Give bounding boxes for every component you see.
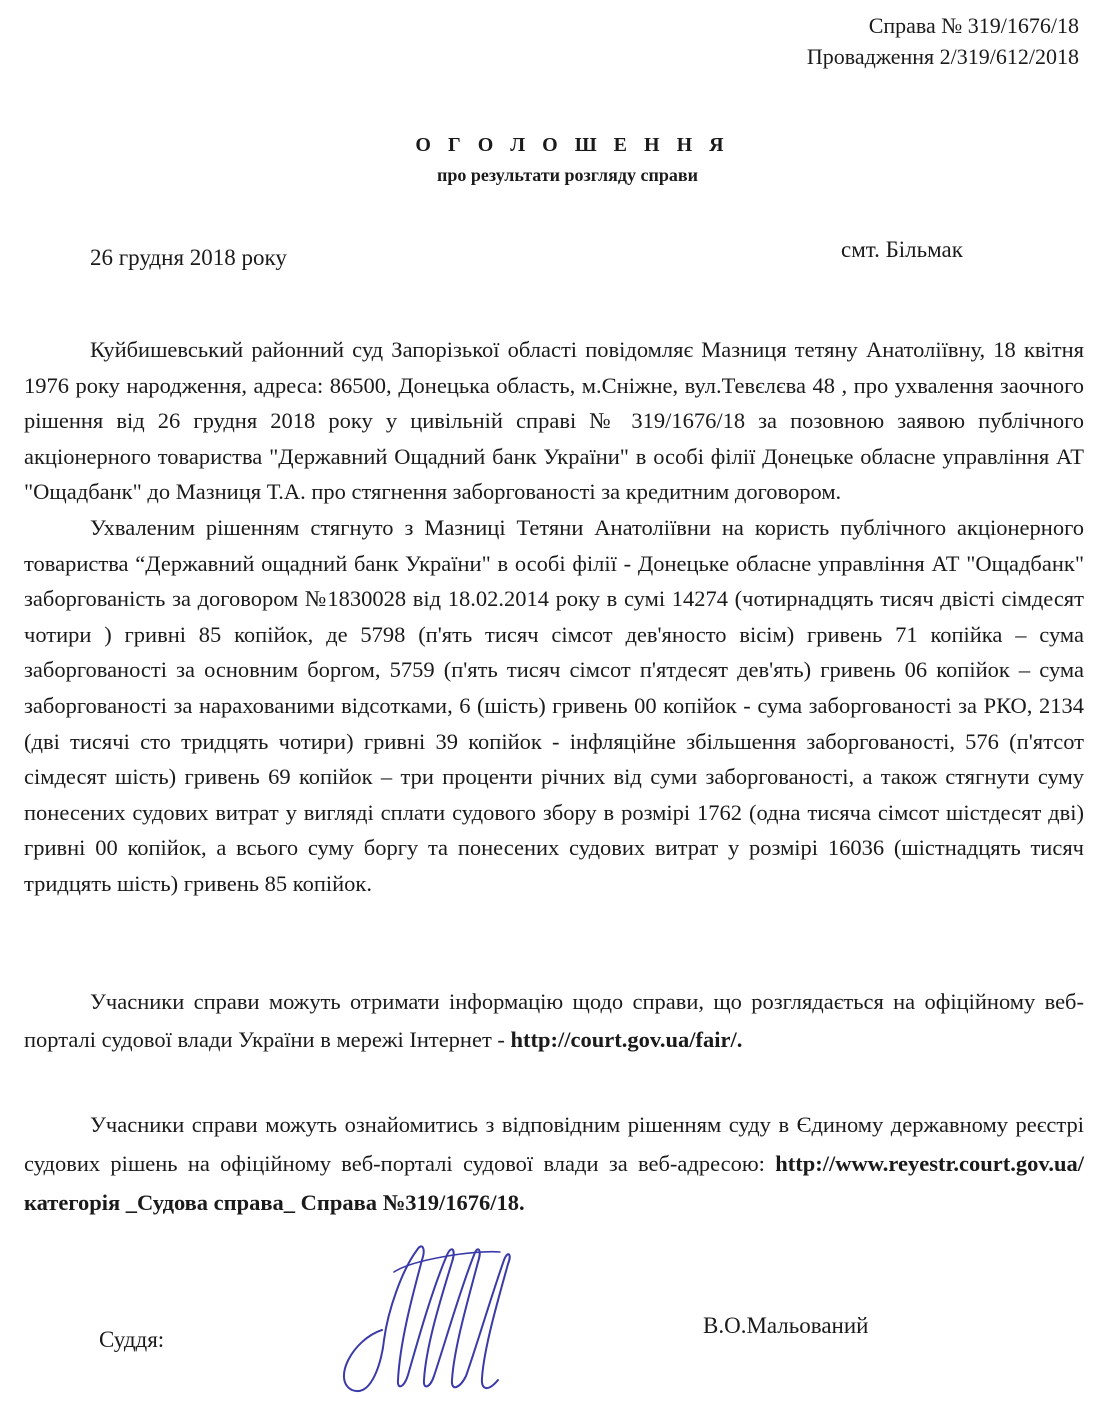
- paragraph-info: [24, 983, 1084, 1059]
- info-paragraph: [24, 983, 1084, 1059]
- title-subtitle: про результати розгляду справи: [437, 165, 698, 185]
- judge-name: В.О.Мальований: [703, 1313, 869, 1338]
- registry-paragraph: [24, 1105, 1084, 1222]
- paragraph-registry: [24, 1105, 1084, 1222]
- registry-link[interactable]: http://www.reyestr.court.gov.ua/ категорія _Судова справа_ Справа №319/1676/18.: [24, 1151, 1084, 1215]
- proceeding-number: Провадження 2/319/612/2018: [806, 44, 1079, 69]
- court-fair-link[interactable]: http://court.gov.ua/fair/.: [510, 1027, 743, 1052]
- document-date: 26 грудня 2018 року: [90, 245, 287, 270]
- paragraph-notice: Куйбишевський районний суд Запорізької області повідомляє Мазниця тетяну Анатоліївну, 18 квітня 1976 року народження, адреса: 86500, Донецька область, м.Сніжне, вул.Тевєлєва 48 , про ухвалення заочного рішення від 26 грудня 2018 року у цивільній справі № 319/1676/18 за позовною заявою публічного акціонерного товариства "Державний Ощадний банк України" в особі філії Донецьке обласне управління АТ "Ощадбанк" до Мазниця Т.А. про стягнення заборгованості за кредитним договором.: [24, 337, 1084, 505]
- title-main: О Г О Л О Ш Е Н Н Я: [415, 134, 730, 156]
- case-reference: [807, 10, 1079, 72]
- document-place: смт. Більмак: [841, 237, 963, 262]
- main-body: [24, 332, 1084, 902]
- paragraph-decision: Ухваленим рішенням стягнуто з Мазниці Тетяни Анатоліївни на користь публічного акціонерного товариства “Державний ощадний банк України" в особі філії - Донецьке обласне управління АТ "Ощадбанк" заборгованість за договором №1830028 від 18.02.2014 року в сумі 14274 (чотирнадцять тисяч двісті сімдесят чотири ) гривні 85 копійок, де 5798 (п'ять тисяч сімсот дев'яносто вісім) гривень 71 копійка – сума заборгованості за основним боргом, 5759 (п'ять тисяч сімсот п'ятдесят дев'ять) гривень 06 копійок – сума заборгованості за нарахованими відсотками, 6 (шість) гривень 00 копійок - сума заборгованості за РКО, 2134 (дві тисячі сто тридцять чотири) гривні 39 копійок - інфляційне збільшення заборгованості, 576 (п'ятсот сімдесят шість) гривень 69 копійок – три проценти річних від суми заборгованості, а також стягнути суму понесених судових витрат у вигляді сплати судового збору в розмірі 1762 (одна тисяча сімсот шістдесят дві) гривні 00 копійок, а всього суму боргу та понесених судових витрат у розмірі 16036 (шістнадцять тисяч тридцять шість) гривень 85 копійок.: [24, 514, 1084, 896]
- judge-label: Суддя:: [99, 1327, 165, 1352]
- paragraph-info-text: Учасники справи можуть отримати інформацію щодо справи, що розглядається на офіційному веб-порталі судової влади України в мережі Інтернет -: [24, 989, 1084, 1052]
- case-number: Справа № 319/1676/18: [868, 13, 1079, 38]
- paragraph-registry-text: Учасники справи можуть ознайомитись з відповідним рішенням суду в Єдиному державному реєстрі судових рішень на офіційному веб-порталі судової влади за веб-адресою:: [24, 1112, 1084, 1176]
- signature-icon: [322, 1230, 522, 1400]
- document-title: [0, 130, 1105, 188]
